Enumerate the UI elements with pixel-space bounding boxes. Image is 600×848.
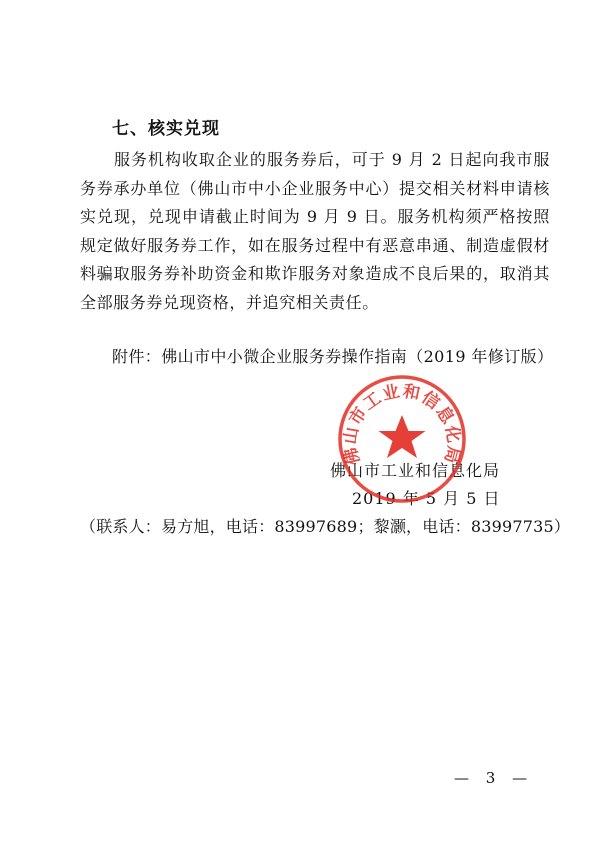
attachment-line: 附件：佛山市中小微企业服务券操作指南（2019 年修订版） [112,347,554,366]
official-seal [336,373,468,505]
section-paragraph: 服务机构收取企业的服务券后，可于 9 月 2 日起向我市服务券承办单位（佛山市中小企业服务中心）提交相关材料申请核实兑现，兑现申请截止时间为 9 月 9 日。服务机构须严格按照规定做好服务券工作，如在服务过程中有恶意串通、制造虚假材料骗取服务券补助资金和欺诈服务对象造成不良后果的，取消其全部服务券兑现资格，并追究相关责任。 [80,150,550,312]
seal-text: 佛山市工业和信息化局 [340,381,464,467]
seal-star-icon [379,415,426,458]
page-number: — 3 — [454,769,534,787]
issue-date: 2019 年 5 月 5 日 [352,489,501,508]
section-heading: 七、核实兑现 [112,119,220,139]
contact-line: （联系人：易方旭，电话：83997689；黎灏，电话：83997735） [80,517,571,536]
issuer-name: 佛山市工业和信息化局 [330,461,501,480]
